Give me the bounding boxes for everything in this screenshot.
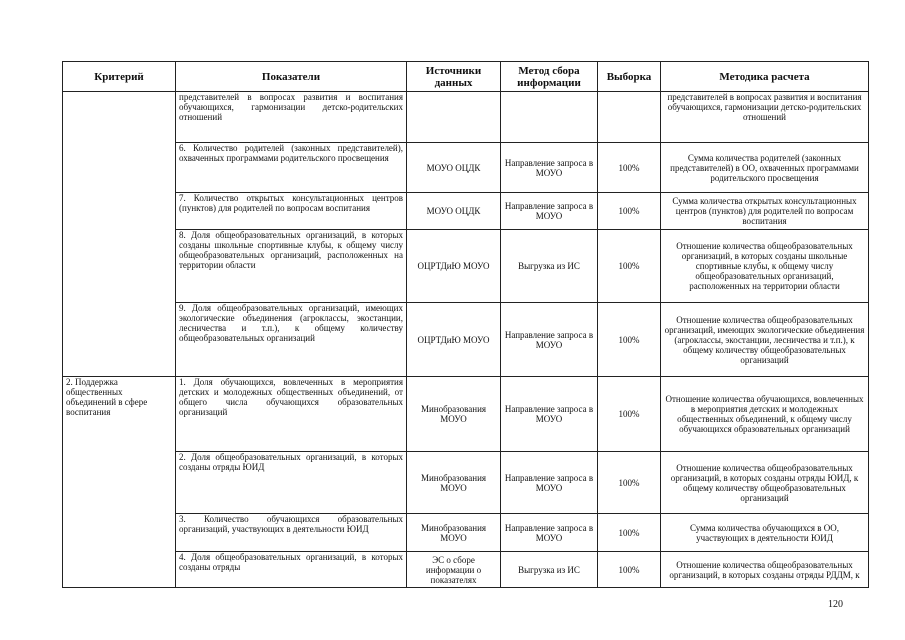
header-calc: Методика расчета — [661, 62, 869, 92]
sources-cell: МОУО ОЦДК — [407, 193, 501, 230]
indicator-cell: 8. Доля общеобразовательных организаций, в которых созданы школьные спортивные клубы, к общему числу общеобразовательных организаций, расположенных на территории области — [176, 230, 407, 303]
sources-cell — [407, 92, 501, 143]
indicator-cell: 3. Количество обучающихся образовательных организаций, участвующих в деятельности ЮИД — [176, 514, 407, 552]
sample-cell: 100% — [598, 377, 661, 452]
page-number: 120 — [828, 599, 843, 610]
criteria-table — [62, 61, 869, 588]
indicator-cell: 2. Доля общеобразовательных организаций, в которых созданы отряды ЮИД — [176, 452, 407, 514]
calc-cell: Отношение количества обучающихся, вовлеченных в мероприятия детских и молодежных общественных объединений, к общему числу обучающихся образовательных организаций — [661, 377, 869, 452]
method-cell — [501, 92, 598, 143]
sample-cell: 100% — [598, 193, 661, 230]
method-cell: Выгрузка из ИС — [501, 552, 598, 588]
sources-cell: ОЦРТДиЮ МОУО — [407, 303, 501, 377]
indicator-cell: 9. Доля общеобразовательных организаций, имеющих экологические объединения (агроклассы, экостанции, лесничества и т.п.), к общему количеству общеобразовательных организаций — [176, 303, 407, 377]
indicator-cell: 1. Доля обучающихся, вовлеченных в мероприятия детских и молодежных общественных объединений, от общего числа обучающихся образовательных организаций — [176, 377, 407, 452]
table-row — [63, 303, 869, 377]
header-indicators: Показатели — [176, 62, 407, 92]
header-method: Метод сбора информации — [501, 62, 598, 92]
indicator-cell: 7. Количество открытых консультационных центров (пунктов) для родителей по вопросам воспитания — [176, 193, 407, 230]
table-row — [63, 377, 869, 452]
sources-cell: МОУО ОЦДК — [407, 143, 501, 193]
method-cell: Направление запроса в МОУО — [501, 303, 598, 377]
criterion-cell: 2. Поддержка общественных объединений в сфере воспитания — [63, 377, 176, 588]
table-header-row — [63, 62, 869, 92]
sources-cell: Минобразования МОУО — [407, 452, 501, 514]
method-cell: Направление запроса в МОУО — [501, 377, 598, 452]
calc-cell: Отношение количества общеобразовательных организаций, имеющих экологические объединения (агроклассы, экостанции, лесничества и т.п.), к общему количеству общеобразовательных организаций — [661, 303, 869, 377]
criterion-cell — [63, 92, 176, 377]
calc-cell: Отношение количества общеобразовательных организаций, в которых созданы отряды ЮИД, к общему количеству общеобразовательных организаций — [661, 452, 869, 514]
sources-cell: Минобразования МОУО — [407, 514, 501, 552]
sample-cell — [598, 92, 661, 143]
method-cell: Направление запроса в МОУО — [501, 193, 598, 230]
header-sources: Источники данных — [407, 62, 501, 92]
sources-cell: Минобразования МОУО — [407, 377, 501, 452]
indicator-cell: 4. Доля общеобразовательных организаций, в которых созданы отряды — [176, 552, 407, 588]
indicator-cell: 6. Количество родителей (законных представителей), охваченных программами родительского просвещения — [176, 143, 407, 193]
calc-cell: Отношение количества общеобразовательных организаций, в которых созданы школьные спортивные клубы, к общему числу общеобразовательных организаций, расположенных на территории области — [661, 230, 869, 303]
sample-cell: 100% — [598, 303, 661, 377]
calc-cell: Сумма количества родителей (законных представителей) в ОО, охваченных программами родительского просвещения — [661, 143, 869, 193]
table-row — [63, 92, 869, 143]
table-row — [63, 230, 869, 303]
table-row — [63, 193, 869, 230]
sample-cell: 100% — [598, 552, 661, 588]
sources-cell: ЭС о сборе информации о показателях — [407, 552, 501, 588]
method-cell: Выгрузка из ИС — [501, 230, 598, 303]
sample-cell: 100% — [598, 514, 661, 552]
table-row — [63, 514, 869, 552]
table-row — [63, 452, 869, 514]
table-row — [63, 143, 869, 193]
calc-cell: Сумма количества открытых консультационных центров (пунктов) для родителей по вопросам воспитания — [661, 193, 869, 230]
table-row — [63, 552, 869, 588]
method-cell: Направление запроса в МОУО — [501, 143, 598, 193]
sample-cell: 100% — [598, 230, 661, 303]
header-criterion: Критерий — [63, 62, 176, 92]
calc-cell: Отношение количества общеобразовательных организаций, в которых созданы отряды РДДМ, к — [661, 552, 869, 588]
sources-cell: ОЦРТДиЮ МОУО — [407, 230, 501, 303]
header-sample: Выборка — [598, 62, 661, 92]
calc-cell: представителей в вопросах развития и воспитания обучающихся, гармонизации детско-родительских отношений — [661, 92, 869, 143]
sample-cell: 100% — [598, 143, 661, 193]
indicator-cell: представителей в вопросах развития и воспитания обучающихся, гармонизации детско-родительских отношений — [176, 92, 407, 143]
method-cell: Направление запроса в МОУО — [501, 514, 598, 552]
sample-cell: 100% — [598, 452, 661, 514]
calc-cell: Сумма количества обучающихся в ОО, участвующих в деятельности ЮИД — [661, 514, 869, 552]
method-cell: Направление запроса в МОУО — [501, 452, 598, 514]
